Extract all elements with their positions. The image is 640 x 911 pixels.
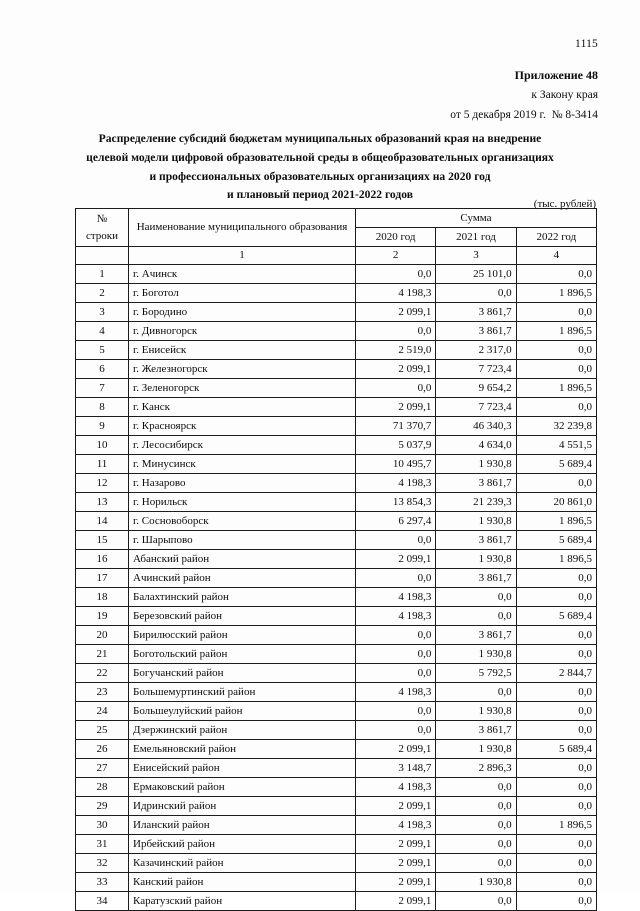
cell-amount-2020: 0,0	[356, 265, 436, 284]
table-row	[76, 588, 597, 607]
cell-row-number: 6	[76, 360, 129, 379]
table-row	[76, 284, 597, 303]
column-number-cell-4: 4	[516, 247, 596, 265]
cell-amount-2020: 4 198,3	[356, 816, 436, 835]
cell-amount-2021: 1 930,8	[436, 740, 516, 759]
column-header-row-number	[76, 209, 129, 247]
page-title-line-4: и плановый период 2021-2022 годов	[226, 188, 414, 202]
table-body	[76, 247, 597, 911]
cell-amount-2021: 3 861,7	[436, 626, 516, 645]
table-row	[76, 455, 597, 474]
appendix-title: Приложение 48	[514, 67, 598, 82]
cell-amount-2020: 0,0	[356, 702, 436, 721]
table-row	[76, 398, 597, 417]
cell-amount-2020: 0,0	[356, 664, 436, 683]
cell-amount-2022: 5 689,4	[516, 531, 596, 550]
cell-row-number: 26	[76, 740, 129, 759]
cell-amount-2022: 0,0	[516, 569, 596, 588]
cell-amount-2021: 7 723,4	[436, 360, 516, 379]
table-row	[76, 512, 597, 531]
cell-row-number: 28	[76, 778, 129, 797]
cell-amount-2021: 0,0	[436, 892, 516, 911]
column-header-year-2020: 2020 год	[356, 228, 436, 247]
cell-row-number: 22	[76, 664, 129, 683]
cell-amount-2021: 21 239,3	[436, 493, 516, 512]
cell-amount-2021: 2 317,0	[436, 341, 516, 360]
column-header-sum-group: Сумма	[356, 209, 597, 228]
cell-row-number: 3	[76, 303, 129, 322]
cell-amount-2021: 1 930,8	[436, 645, 516, 664]
subsidy-table	[75, 208, 597, 911]
table-row	[76, 474, 597, 493]
table-row	[76, 322, 597, 341]
cell-amount-2021: 46 340,3	[436, 417, 516, 436]
cell-amount-2020: 2 099,1	[356, 835, 436, 854]
cell-amount-2022: 0,0	[516, 759, 596, 778]
cell-row-number: 13	[76, 493, 129, 512]
cell-amount-2022: 0,0	[516, 797, 596, 816]
cell-row-number: 31	[76, 835, 129, 854]
cell-amount-2020: 71 370,7	[356, 417, 436, 436]
cell-municipality-name: Каратузский район	[129, 892, 356, 911]
table-row	[76, 740, 597, 759]
cell-municipality-name: г. Зеленогорск	[129, 379, 356, 398]
table-row	[76, 778, 597, 797]
column-numbering-row	[76, 247, 597, 265]
cell-amount-2022: 0,0	[516, 854, 596, 873]
cell-municipality-name: г. Железногорск	[129, 360, 356, 379]
cell-municipality-name: Ермаковский район	[129, 778, 356, 797]
cell-amount-2021: 0,0	[436, 607, 516, 626]
cell-amount-2021: 5 792,5	[436, 664, 516, 683]
table-row	[76, 816, 597, 835]
cell-row-number: 1	[76, 265, 129, 284]
table-row	[76, 531, 597, 550]
cell-row-number: 23	[76, 683, 129, 702]
table-row	[76, 569, 597, 588]
cell-amount-2021: 0,0	[436, 835, 516, 854]
column-header-year-2022: 2022 год	[516, 228, 596, 247]
cell-amount-2022: 5 689,4	[516, 455, 596, 474]
cell-amount-2021: 25 101,0	[436, 265, 516, 284]
table-row	[76, 797, 597, 816]
cell-municipality-name: Боготольский район	[129, 645, 356, 664]
cell-row-number: 30	[76, 816, 129, 835]
cell-amount-2022: 0,0	[516, 265, 596, 284]
cell-amount-2020: 0,0	[356, 322, 436, 341]
cell-amount-2020: 13 854,3	[356, 493, 436, 512]
appendix-law-reference: к Закону края	[531, 89, 598, 102]
cell-municipality-name: Идринский район	[129, 797, 356, 816]
cell-amount-2022: 1 896,5	[516, 379, 596, 398]
cell-row-number: 27	[76, 759, 129, 778]
page-number: 1115	[575, 38, 598, 50]
cell-amount-2020: 4 198,3	[356, 588, 436, 607]
cell-row-number: 17	[76, 569, 129, 588]
cell-row-number: 10	[76, 436, 129, 455]
cell-amount-2021: 3 861,7	[436, 721, 516, 740]
cell-row-number: 11	[76, 455, 129, 474]
subsidy-table-container	[75, 208, 597, 911]
cell-municipality-name: г. Назарово	[129, 474, 356, 493]
cell-amount-2020: 2 099,1	[356, 360, 436, 379]
cell-municipality-name: Балахтинский район	[129, 588, 356, 607]
appendix-date-reference: от 5 декабря 2019 г. № 8-3414	[450, 108, 598, 121]
cell-row-number: 5	[76, 341, 129, 360]
column-number-cell-1: 1	[129, 247, 356, 265]
cell-row-number: 4	[76, 322, 129, 341]
cell-municipality-name: г. Минусинск	[129, 455, 356, 474]
cell-municipality-name: Большеулуйский район	[129, 702, 356, 721]
cell-amount-2022: 0,0	[516, 588, 596, 607]
cell-amount-2022: 32 239,8	[516, 417, 596, 436]
cell-row-number: 33	[76, 873, 129, 892]
cell-amount-2022: 1 896,5	[516, 816, 596, 835]
cell-amount-2020: 2 099,1	[356, 398, 436, 417]
cell-amount-2021: 0,0	[436, 778, 516, 797]
cell-municipality-name: г. Боготол	[129, 284, 356, 303]
cell-amount-2021: 0,0	[436, 797, 516, 816]
cell-amount-2022: 0,0	[516, 873, 596, 892]
cell-amount-2020: 2 099,1	[356, 740, 436, 759]
cell-municipality-name: Березовский район	[129, 607, 356, 626]
cell-amount-2020: 5 037,9	[356, 436, 436, 455]
table-row	[76, 759, 597, 778]
column-header-row-number-line-1: №	[96, 212, 108, 225]
cell-row-number: 12	[76, 474, 129, 493]
cell-amount-2020: 2 099,1	[356, 303, 436, 322]
cell-amount-2022: 0,0	[516, 360, 596, 379]
cell-amount-2021: 1 930,8	[436, 550, 516, 569]
cell-amount-2022: 0,0	[516, 721, 596, 740]
cell-municipality-name: Казачинский район	[129, 854, 356, 873]
table-row	[76, 493, 597, 512]
cell-amount-2020: 2 099,1	[356, 797, 436, 816]
cell-amount-2021: 9 654,2	[436, 379, 516, 398]
cell-amount-2022: 1 896,5	[516, 550, 596, 569]
cell-amount-2020: 4 198,3	[356, 607, 436, 626]
cell-municipality-name: Большемуртинский район	[129, 683, 356, 702]
table-row	[76, 417, 597, 436]
cell-municipality-name: Емельяновский район	[129, 740, 356, 759]
cell-amount-2022: 20 861,0	[516, 493, 596, 512]
column-number-cell-2: 2	[356, 247, 436, 265]
cell-amount-2020: 0,0	[356, 379, 436, 398]
table-head	[76, 209, 597, 247]
cell-amount-2021: 1 930,8	[436, 455, 516, 474]
table-row	[76, 626, 597, 645]
cell-amount-2021: 0,0	[436, 588, 516, 607]
table-row	[76, 683, 597, 702]
cell-amount-2020: 0,0	[356, 721, 436, 740]
table-row	[76, 303, 597, 322]
cell-municipality-name: г. Бородино	[129, 303, 356, 322]
cell-amount-2020: 0,0	[356, 569, 436, 588]
cell-amount-2022: 4 551,5	[516, 436, 596, 455]
cell-amount-2022: 2 844,7	[516, 664, 596, 683]
column-header-municipality-name: Наименование муниципального образования	[129, 209, 356, 247]
table-row	[76, 873, 597, 892]
table-row	[76, 645, 597, 664]
cell-municipality-name: Абанский район	[129, 550, 356, 569]
column-number-cell-3: 3	[436, 247, 516, 265]
cell-row-number: 15	[76, 531, 129, 550]
units-note: (тыс. рублей)	[533, 198, 596, 210]
cell-row-number: 34	[76, 892, 129, 911]
cell-amount-2022: 0,0	[516, 645, 596, 664]
cell-municipality-name: г. Сосновоборск	[129, 512, 356, 531]
cell-municipality-name: г. Красноярск	[129, 417, 356, 436]
cell-amount-2021: 7 723,4	[436, 398, 516, 417]
cell-amount-2020: 2 519,0	[356, 341, 436, 360]
cell-amount-2022: 0,0	[516, 303, 596, 322]
cell-municipality-name: г. Енисейск	[129, 341, 356, 360]
cell-municipality-name: Иланский район	[129, 816, 356, 835]
cell-amount-2022: 0,0	[516, 835, 596, 854]
cell-amount-2020: 2 099,1	[356, 550, 436, 569]
cell-amount-2021: 3 861,7	[436, 531, 516, 550]
cell-amount-2020: 4 198,3	[356, 284, 436, 303]
cell-row-number: 21	[76, 645, 129, 664]
cell-row-number: 19	[76, 607, 129, 626]
cell-amount-2022: 0,0	[516, 778, 596, 797]
cell-amount-2021: 3 861,7	[436, 569, 516, 588]
cell-amount-2021: 0,0	[436, 816, 516, 835]
table-header-row-1	[76, 209, 597, 228]
page-title-line-3: и профессиональных образовательных организациях на 2020 год	[149, 169, 491, 183]
cell-row-number: 20	[76, 626, 129, 645]
cell-row-number: 25	[76, 721, 129, 740]
cell-amount-2021: 0,0	[436, 683, 516, 702]
cell-amount-2020: 2 099,1	[356, 873, 436, 892]
cell-amount-2021: 1 930,8	[436, 702, 516, 721]
column-number-cell-blank	[76, 247, 129, 265]
page-title-line-2: целевой модели цифровой образовательной среды в общеобразовательных организациях	[86, 150, 554, 164]
cell-amount-2022: 1 896,5	[516, 284, 596, 303]
cell-amount-2020: 0,0	[356, 645, 436, 664]
cell-amount-2020: 4 198,3	[356, 683, 436, 702]
cell-row-number: 29	[76, 797, 129, 816]
cell-municipality-name: Канский район	[129, 873, 356, 892]
cell-amount-2022: 1 896,5	[516, 512, 596, 531]
table-row	[76, 379, 597, 398]
cell-row-number: 2	[76, 284, 129, 303]
cell-amount-2020: 0,0	[356, 626, 436, 645]
table-row	[76, 702, 597, 721]
cell-municipality-name: Ирбейский район	[129, 835, 356, 854]
cell-row-number: 7	[76, 379, 129, 398]
page-title	[50, 130, 590, 205]
cell-amount-2021: 0,0	[436, 854, 516, 873]
table-row	[76, 436, 597, 455]
cell-municipality-name: Дзержинский район	[129, 721, 356, 740]
cell-municipality-name: Бирилюсский район	[129, 626, 356, 645]
cell-amount-2022: 0,0	[516, 398, 596, 417]
cell-row-number: 32	[76, 854, 129, 873]
cell-row-number: 24	[76, 702, 129, 721]
table-row	[76, 835, 597, 854]
cell-amount-2021: 2 896,3	[436, 759, 516, 778]
cell-amount-2022: 5 689,4	[516, 740, 596, 759]
cell-amount-2021: 1 930,8	[436, 512, 516, 531]
cell-amount-2020: 0,0	[356, 531, 436, 550]
table-row	[76, 854, 597, 873]
cell-amount-2020: 4 198,3	[356, 778, 436, 797]
cell-amount-2020: 10 495,7	[356, 455, 436, 474]
cell-municipality-name: г. Дивногорск	[129, 322, 356, 341]
table-row	[76, 607, 597, 626]
cell-municipality-name: г. Лесосибирск	[129, 436, 356, 455]
table-row	[76, 550, 597, 569]
cell-amount-2020: 4 198,3	[356, 474, 436, 493]
cell-row-number: 18	[76, 588, 129, 607]
table-row	[76, 664, 597, 683]
column-header-row-number-line-2: строки	[85, 229, 119, 242]
cell-amount-2022: 1 896,5	[516, 322, 596, 341]
cell-amount-2022: 0,0	[516, 626, 596, 645]
cell-amount-2022: 0,0	[516, 892, 596, 911]
cell-amount-2022: 0,0	[516, 683, 596, 702]
cell-row-number: 9	[76, 417, 129, 436]
table-row	[76, 360, 597, 379]
cell-amount-2021: 3 861,7	[436, 322, 516, 341]
cell-amount-2020: 2 099,1	[356, 854, 436, 873]
cell-municipality-name: г. Шарыпово	[129, 531, 356, 550]
cell-amount-2022: 0,0	[516, 474, 596, 493]
cell-municipality-name: Ачинский район	[129, 569, 356, 588]
table-row	[76, 341, 597, 360]
table-row	[76, 265, 597, 284]
document-header	[450, 36, 598, 123]
cell-amount-2021: 1 930,8	[436, 873, 516, 892]
cell-municipality-name: г. Норильск	[129, 493, 356, 512]
cell-amount-2021: 4 634,0	[436, 436, 516, 455]
table-row	[76, 892, 597, 911]
cell-amount-2021: 3 861,7	[436, 474, 516, 493]
cell-amount-2022: 0,0	[516, 702, 596, 721]
page-title-line-1: Распределение субсидий бюджетам муниципальных образований края на внедрение	[98, 132, 542, 145]
cell-amount-2021: 0,0	[436, 284, 516, 303]
cell-amount-2020: 2 099,1	[356, 892, 436, 911]
cell-amount-2021: 3 861,7	[436, 303, 516, 322]
cell-row-number: 8	[76, 398, 129, 417]
cell-amount-2022: 5 689,4	[516, 607, 596, 626]
cell-municipality-name: Енисейский район	[129, 759, 356, 778]
cell-municipality-name: г. Ачинск	[129, 265, 356, 284]
cell-row-number: 14	[76, 512, 129, 531]
table-row	[76, 721, 597, 740]
column-header-year-2021: 2021 год	[436, 228, 516, 247]
cell-amount-2020: 3 148,7	[356, 759, 436, 778]
cell-amount-2020: 6 297,4	[356, 512, 436, 531]
cell-municipality-name: г. Канск	[129, 398, 356, 417]
cell-row-number: 16	[76, 550, 129, 569]
cell-municipality-name: Богучанский район	[129, 664, 356, 683]
cell-amount-2022: 0,0	[516, 341, 596, 360]
